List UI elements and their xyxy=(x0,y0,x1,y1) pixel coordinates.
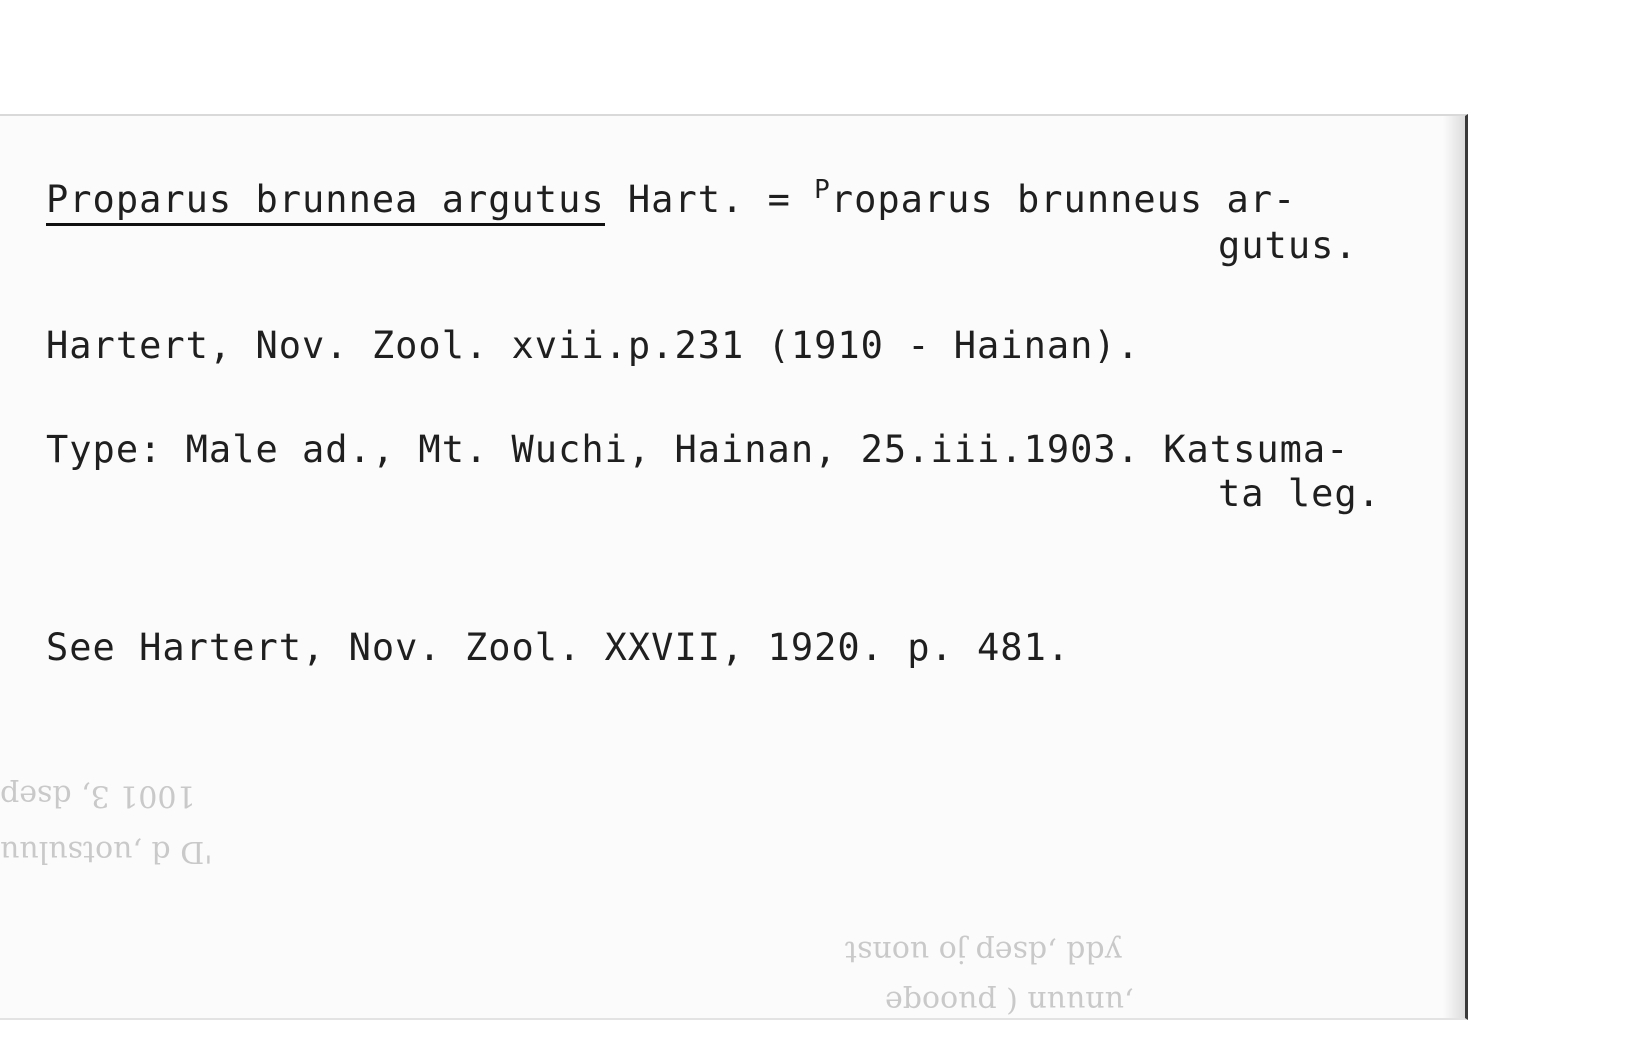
bleed-through-text: ydd ,dsep jo uonst xyxy=(845,934,1122,969)
equals-sign: = xyxy=(767,178,791,221)
bleed-through-text: ,unuun ( puooqe xyxy=(885,984,1134,1019)
taxon-name: Proparus brunnea argutus xyxy=(46,178,605,226)
card-edge-shadow xyxy=(1443,116,1465,1018)
synonym-initial: P xyxy=(814,175,831,205)
synonym-continuation: gutus. xyxy=(1218,224,1358,267)
name-line xyxy=(46,168,1296,222)
type-line-1: Type: Male ad., Mt. Wuchi, Hainan, 25.iii.1903. Katsuma- xyxy=(46,428,1350,471)
bleed-through-text: 1001 3, dsep xyxy=(0,778,196,813)
type-line-2: ta leg. xyxy=(1218,472,1381,515)
index-card xyxy=(0,114,1468,1020)
synonym-name: roparus brunneus ar- xyxy=(830,178,1297,221)
citation-line: Hartert, Nov. Zool. xvii.p.231 (1910 - Hainan). xyxy=(46,324,1140,367)
taxon-author: Hart. xyxy=(627,178,745,221)
bleed-through-text: 'D d ,uotsuluu xyxy=(0,834,213,869)
see-also-line: See Hartert, Nov. Zool. XXVII, 1920. p. 481. xyxy=(46,626,1071,669)
